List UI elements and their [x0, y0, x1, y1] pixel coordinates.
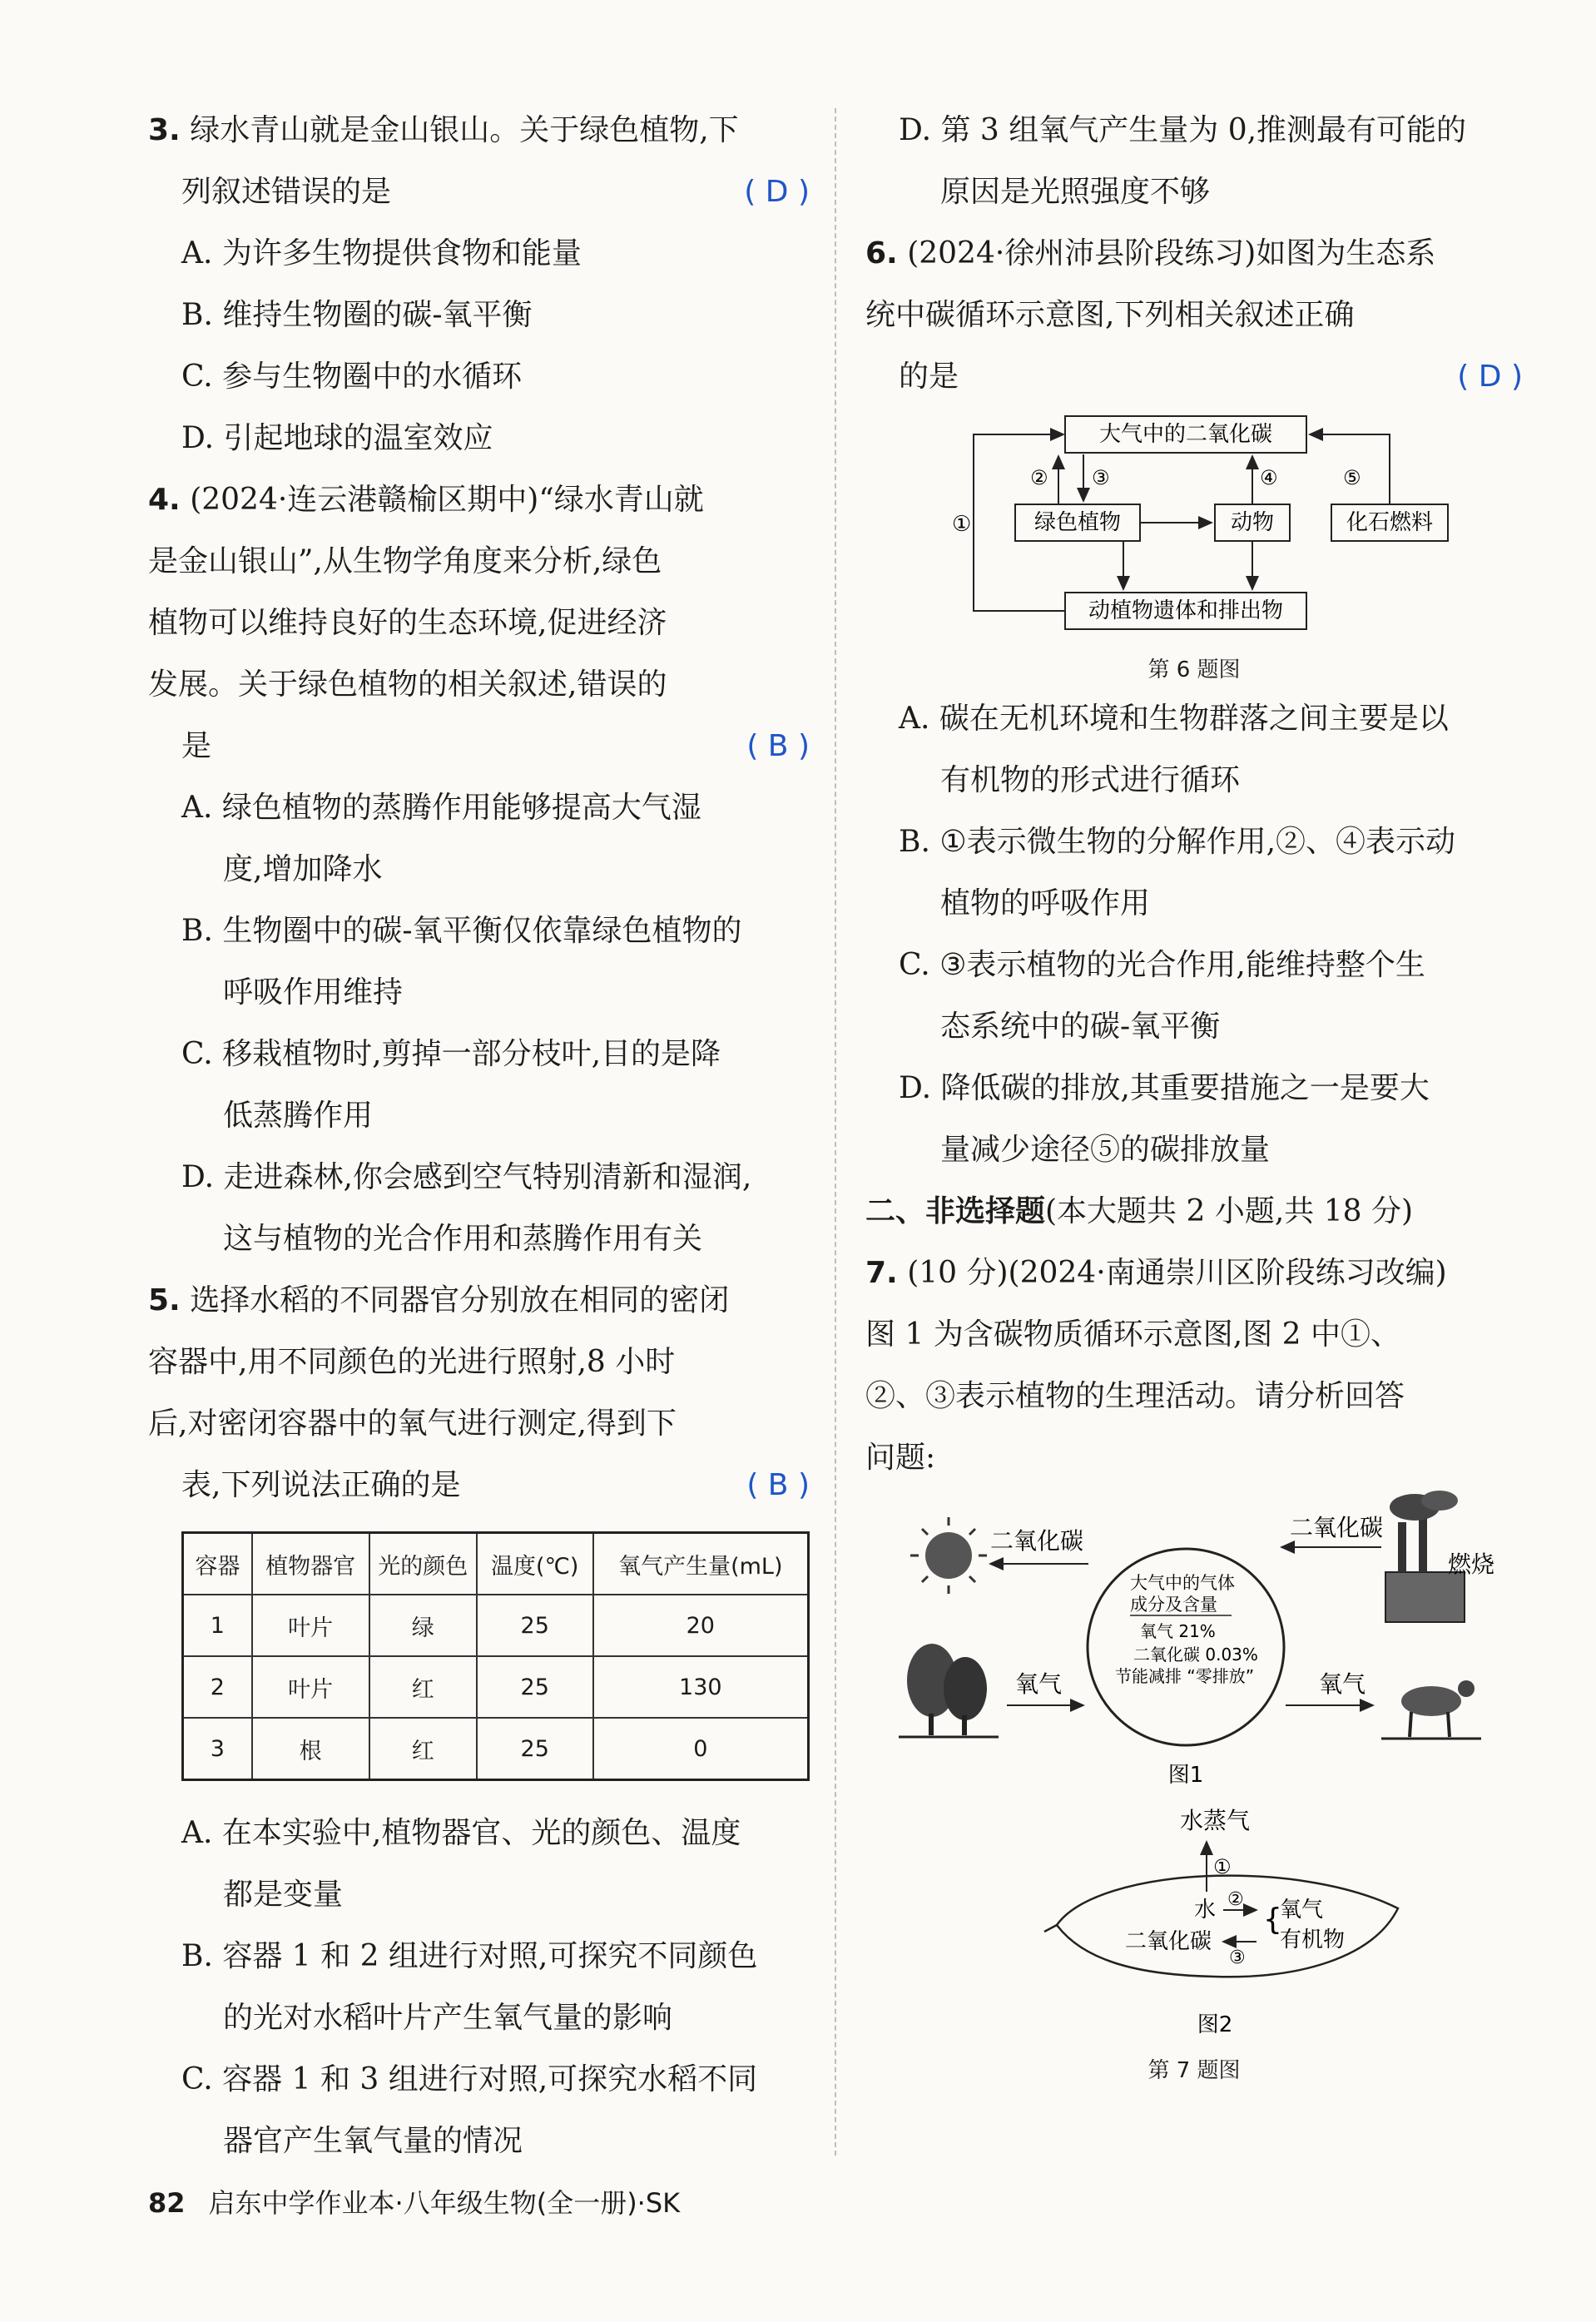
- question-stem: (10 分)(2024·南通崇川区阶段练习改编): [907, 1256, 1447, 1290]
- co2-label: 二氧化碳: [1125, 1929, 1212, 1954]
- question-stem: 的是: [899, 360, 959, 394]
- option-b: B. ①表示微生物的分解作用,②、④表示动 植物的呼吸作用: [899, 825, 1456, 920]
- figure-1-label: 图1: [1167, 1763, 1204, 1788]
- label-1: ①: [952, 512, 972, 537]
- oxygen-content: 氧气 21%: [1140, 1621, 1216, 1641]
- experiment-table: [181, 1531, 810, 1781]
- question-stem: 后,对密闭容器中的氧气进行测定,得到下: [148, 1407, 677, 1441]
- question-number: 4.: [148, 483, 181, 517]
- circle-title-2: 成分及含量: [1130, 1595, 1217, 1615]
- question-number: 5.: [148, 1283, 181, 1317]
- question-stem: ②、③表示植物的生理活动。请分析回答: [865, 1379, 1405, 1413]
- table-header: 氧气产生量(mL): [593, 1533, 809, 1595]
- figure-2-leaf: [865, 1800, 1523, 2050]
- option-d: D. 第 3 组氧气产生量为 0,推测最有可能的 原因是光照强度不够: [899, 113, 1467, 209]
- answer-mark: ( D ): [1457, 360, 1523, 394]
- option-a: A. 碳在无机环境和生物群落之间主要是以 有机物的形式进行循环: [899, 702, 1449, 797]
- fossil-fuel-label: 化石燃料: [1346, 510, 1434, 535]
- question-stem: (2024·徐州沛县阶段练习)如图为生态系: [907, 236, 1436, 270]
- page-footer: [148, 2182, 680, 2220]
- answer-mark: ( D ): [744, 175, 810, 209]
- question-number: 7.: [865, 1256, 898, 1290]
- question-4: [148, 469, 810, 1270]
- table-row: 3 根 红 25 0: [183, 1718, 809, 1780]
- question-stem: 图 1 为含碳物质循环示意图,图 2 中①、: [865, 1317, 1401, 1352]
- figure-1-carbon-cycle: [865, 1489, 1523, 1797]
- question-6: [865, 223, 1523, 1181]
- co2-content: 二氧化碳 0.03%: [1133, 1645, 1258, 1665]
- table-row: 1 叶片 绿 25 20: [183, 1595, 809, 1656]
- question-stem: 是: [181, 729, 212, 763]
- option-b: B. 维持生物圈的碳-氧平衡: [181, 298, 533, 332]
- option-d: D. 降低碳的排放,其重要措施之一是要大 量减少途径⑤的碳排放量: [899, 1071, 1430, 1167]
- table-row: 2 叶片 红 25 130: [183, 1656, 809, 1718]
- option-c: C. 参与生物圈中的水循环: [181, 360, 523, 394]
- question-stem: 容器中,用不同颜色的光进行照射,8 小时: [148, 1345, 676, 1379]
- figure-caption: 第 6 题图: [1147, 657, 1241, 682]
- answer-mark: ( B ): [746, 1468, 810, 1502]
- label-2: ②: [1227, 1889, 1244, 1910]
- option-a: A. 在本实验中,植物器官、光的颜色、温度 都是变量: [181, 1816, 741, 1912]
- column-divider: [835, 108, 836, 2156]
- oxygen-label: 氧气: [1280, 1898, 1324, 1923]
- option-c: C. ③表示植物的光合作用,能维持整个生 态系统中的碳-氧平衡: [899, 948, 1425, 1044]
- option-b: B. 生物圈中的碳-氧平衡仅依靠绿色植物的 呼吸作用维持: [181, 914, 742, 1010]
- option-d: D. 走进森林,你会感到空气特别清新和湿润, 这与植物的光合作用和蒸腾作用有关: [181, 1160, 752, 1256]
- question-stem: 统中碳循环示意图,下列相关叙述正确: [865, 298, 1355, 332]
- table-header: 植物器官: [252, 1533, 369, 1595]
- option-a: A. 为许多生物提供食物和能量: [181, 236, 582, 270]
- table-header: 温度(℃): [477, 1533, 593, 1595]
- burn-label: 燃烧: [1448, 1550, 1495, 1578]
- question-stem: 表,下列说法正确的是: [181, 1468, 461, 1502]
- question-stem: 植物可以维持良好的生态环境,促进经济: [148, 606, 667, 640]
- section-heading: 二、非选择题(本大题共 2 小题,共 18 分): [865, 1194, 1414, 1228]
- question-stem: 绿水青山就是金山银山。关于绿色植物,下: [190, 113, 739, 147]
- question-5: [148, 1270, 810, 2172]
- question-stem: 是金山银山”,从生物学角度来分析,绿色: [148, 544, 662, 578]
- table-header: 光的颜色: [369, 1533, 477, 1595]
- circle-title-1: 大气中的气体: [1130, 1573, 1235, 1593]
- book-title: 启东中学作业本·八年级生物(全一册)·SK: [208, 2187, 681, 2219]
- question-number: 3.: [148, 113, 181, 147]
- carbon-cycle-diagram: [865, 408, 1523, 649]
- label-1: ①: [1213, 1855, 1232, 1878]
- remains-label: 动植物遗体和排出物: [1088, 598, 1284, 623]
- option-a: A. 绿色植物的蒸腾作用能够提高大气湿 度,增加降水: [181, 791, 701, 886]
- label-2: ②: [1030, 466, 1048, 489]
- table-header-row: [183, 1533, 809, 1595]
- atmosphere-label: 大气中的二氧化碳: [1098, 422, 1273, 447]
- label-5: ⑤: [1343, 466, 1361, 489]
- organic-label: 有机物: [1280, 1928, 1346, 1952]
- question-number: 6.: [865, 236, 898, 270]
- animals-label: 动物: [1230, 510, 1275, 535]
- cow-icon: [1381, 1680, 1481, 1739]
- page-number: 82: [148, 2187, 186, 2219]
- figure-caption: 第 7 题图: [1147, 2058, 1241, 2083]
- label-3: ③: [1229, 1947, 1246, 1968]
- option-b: B. 容器 1 和 2 组进行对照,可探究不同颜色 的光对水稻叶片产生氧气量的影响: [181, 1939, 758, 2035]
- option-c: C. 容器 1 和 3 组进行对照,可探究水稻不同 器官产生氧气量的情况: [181, 2062, 758, 2158]
- co2-left-label: 二氧化碳: [990, 1527, 1084, 1555]
- question-stem: 选择水稻的不同器官分别放在相同的密闭: [190, 1283, 730, 1317]
- sun-icon: [910, 1517, 987, 1594]
- trees-icon: [899, 1644, 999, 1737]
- water-label: 水: [1194, 1898, 1217, 1923]
- question-stem: (2024·连云港赣榆区期中)“绿水青山就: [190, 483, 704, 517]
- question-7: [865, 1243, 1523, 2084]
- oxygen-right-label: 氧气: [1319, 1670, 1366, 1698]
- label-4: ④: [1260, 466, 1278, 489]
- option-c: C. 移栽植物时,剪掉一部分枝叶,目的是降 低蒸腾作用: [181, 1037, 721, 1133]
- co2-right-label: 二氧化碳: [1290, 1514, 1384, 1541]
- right-column: [865, 100, 1523, 2084]
- vapor-label: 水蒸气: [1179, 1807, 1251, 1834]
- question-stem: 列叙述错误的是: [181, 175, 392, 209]
- option-d: D. 引起地球的温室效应: [181, 421, 493, 455]
- label-3: ③: [1092, 466, 1110, 489]
- answer-mark: ( B ): [746, 729, 810, 763]
- table-header: 容器: [183, 1533, 252, 1595]
- question-stem: 问题:: [865, 1441, 936, 1475]
- left-column: [148, 100, 810, 2172]
- question-3: [148, 100, 810, 469]
- brace: {: [1263, 1903, 1282, 1937]
- question-stem: 发展。关于绿色植物的相关叙述,错误的: [148, 667, 667, 702]
- figure-2-label: 图2: [1197, 2012, 1233, 2037]
- oxygen-left-label: 氧气: [1015, 1670, 1063, 1698]
- slogan: 节能减排 “零排放”: [1115, 1666, 1255, 1686]
- plants-label: 绿色植物: [1033, 510, 1122, 535]
